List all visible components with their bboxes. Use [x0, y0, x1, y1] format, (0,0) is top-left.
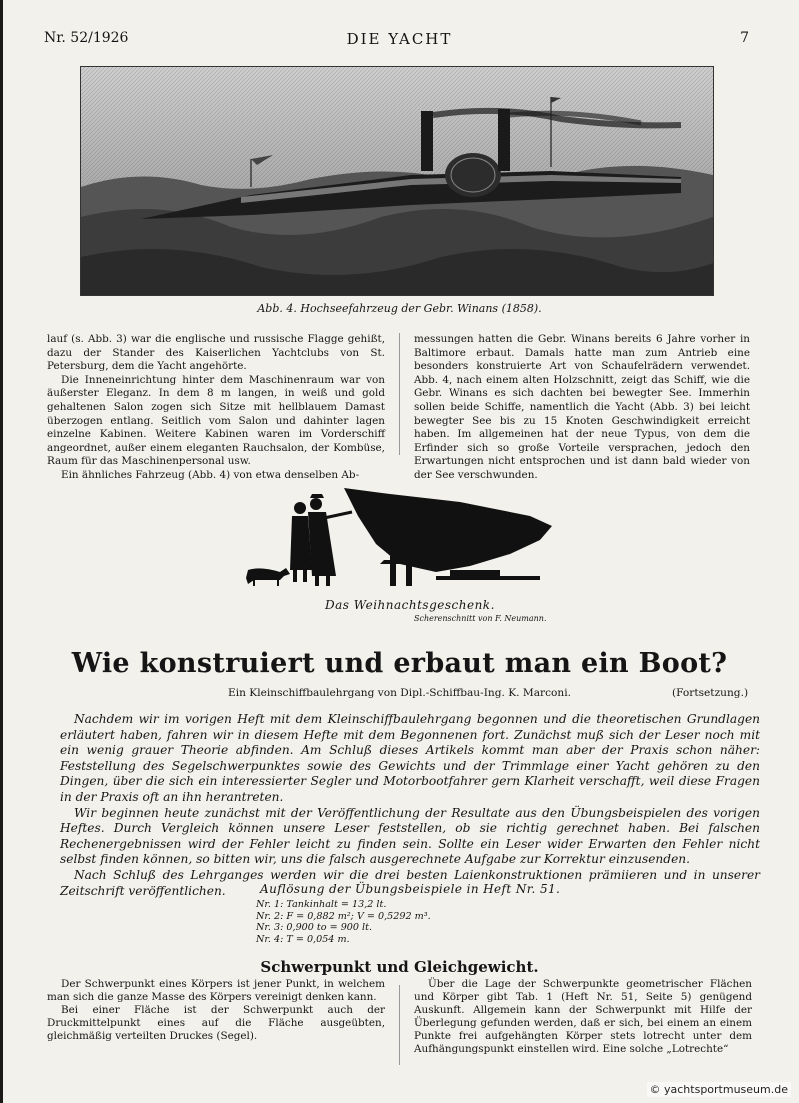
- issue-number: Nr. 52/1926: [44, 30, 129, 46]
- list-item: Nr. 1: Tankinhalt = 13,2 lt.: [256, 899, 387, 910]
- article-subtitle: Ein Kleinschiffbaulehrgang von Dipl.-Schiffbau-Ing. K. Marconi.: [228, 687, 572, 699]
- paragraph: Ein ähnliches Fahrzeug (Abb. 4) von etwa denselben Ab-: [61, 468, 360, 481]
- section-heading: Schwerpunkt und Gleichgewicht.: [260, 958, 539, 976]
- upper-right-column: [414, 333, 750, 483]
- lower-left-column: [47, 978, 385, 1043]
- steamship-illustration: [81, 67, 713, 295]
- scan-edge: [0, 0, 3, 1103]
- copyright-watermark: © yachtsportmuseum.de: [647, 1082, 791, 1097]
- page-number: 7: [740, 30, 749, 46]
- paragraph: Nachdem wir im vorigen Heft mit dem Kleinschiffbaulehrgang begonnen und die theoretischen Grundlagen erläutert haben, fahren wir in diesem Hefte mit dem Begonnenen fort. Zunächst muß sich der Leser noch mit ein wenig grauer Theorie abfinden. Am Schluß dieses Artikels kommt man aber der Praxis schon näher: Feststellung des Segelschwerpunktes sowie des Gewichts und der Trimmlage einer Yacht gehören zu den Dingen, über die sich ein interessierter Segler und Motorbootfahrer gern Klarheit verschafft, weil diese Fragen in der Praxis oft an ihn herantreten.: [60, 712, 760, 804]
- figure-4-caption: Abb. 4. Hochseefahrzeug der Gebr. Winans (1858).: [257, 302, 542, 315]
- silhouette-illustration: [240, 480, 560, 592]
- solutions-heading: Auflösung der Übungsbeispiele in Heft Nr. 51.: [260, 882, 561, 896]
- paragraph: Über die Lage der Schwerpunkte geometrischer Flächen und Körper gibt Tab. 1 (Heft Nr. 51, Seite 5) genügend Auskunft. Allgemein kann der Schwerpunkt mit Hilfe der Überlegung gefunden werden, daß er sich, bei einem an einem Punkte frei aufgehängten Körper stets lotrecht unter dem Aufhängungspunkt einstellen wird. Eine solche „Lotrechte“: [414, 978, 752, 1055]
- paragraph: Die Inneneinrichtung hinter dem Maschinenraum war von äußerster Eleganz. In dem 8 m langen, in weiß und gold gehaltenen Salon zogen sich Sitze mit hellblauem Damast überzogen entlang. Seitlich vom Salon und dahinter lagen einzelne Kabinen. Weitere Kabinen waren im Vorderschiff angeordnet, außer einem eleganten Rauchsalon, der Kombüse, Raum für das Maschinenpersonal usw.: [47, 373, 385, 468]
- list-item: Nr. 3: 0,900 to = 900 lt.: [256, 922, 373, 933]
- paragraph: Nach Schluß des Lehrganges werden wir die drei besten Laienkonstruktionen prämiieren und in unserer Zeitschrift veröffentlichen.: [60, 867, 760, 898]
- paragraph: messungen hatten die Gebr. Winans bereits 6 Jahre vorher in Baltimore erbaut. Damals hatte man zum Antrieb eine besonders konstruierte Art von Schaufelrädern verwendet. Abb. 4, nach einem alten Holzschnitt, zeigt das Schiff, wie die Gebr. Winans es sich dachten bei bewegter See. Immerhin sollen beide Schiffe, namentlich die Yacht (Abb. 3) bei leicht bewegter See bis zu 15 Knoten Geschwindigkeit erreicht haben. Im allgemeinen hat der neue Typus, von dem die Erfinder sich so große Vorteile versprachen, jedoch den Erwartungen nicht entsprochen und ist dann bald wieder von der See verschwunden.: [414, 333, 750, 481]
- paragraph: Bei einer Fläche ist der Schwerpunkt auch der Druckmittelpunkt eines auf die Fläche ausgeübten, gleichmäßig verteilten Druckes (Segel).: [47, 1004, 385, 1042]
- paragraph: Der Schwerpunkt eines Körpers ist jener Punkt, in welchem man sich die ganze Masse des Körpers vereinigt denken kann.: [47, 978, 385, 1003]
- list-item: Nr. 4: T = 0,054 m.: [256, 933, 350, 945]
- list-item: Nr. 2: F = 0,882 m²; V = 0,5292 m³.: [256, 910, 431, 922]
- article-intro: [60, 712, 760, 899]
- paragraph: lauf (s. Abb. 3) war die englische und russische Flagge gehißt, dazu der Stander des Kaiserlichen Yachtclubs von St. Petersburg, dem die Yacht angehörte.: [47, 333, 385, 373]
- solutions-list: [256, 899, 431, 945]
- column-divider: [399, 985, 400, 1065]
- figure-4-engraving: [80, 66, 714, 296]
- scissor-cut-silhouette: [240, 480, 560, 592]
- magazine-title: DIE YACHT: [346, 30, 453, 48]
- silhouette-credit: Scherenschnitt von F. Neumann.: [414, 614, 547, 623]
- upper-left-column: [47, 333, 385, 483]
- column-divider: [399, 333, 400, 455]
- article-title: Wie konstruiert und erbaut man ein Boot?: [71, 648, 728, 679]
- paragraph: Wir beginnen heute zunächst mit der Veröffentlichung der Resultate aus den Übungsbeispielen des vorigen Heftes. Durch Vergleich können unsere Leser feststellen, ob sie richtig gerechnet haben. Bei falschen Rechenergebnissen wird der Fehler leicht zu finden sein. Sollte ein Leser wider Erwarten den Fehler nicht selbst finden können, so bitten wir, uns die falsch ausgerechnete Aufgabe zur Korrektur einzusenden.: [60, 805, 760, 867]
- silhouette-caption: Das Weihnachtsgeschenk.: [325, 598, 495, 612]
- lower-right-column: [414, 978, 752, 1056]
- continuation-note: (Fortsetzung.): [672, 687, 749, 699]
